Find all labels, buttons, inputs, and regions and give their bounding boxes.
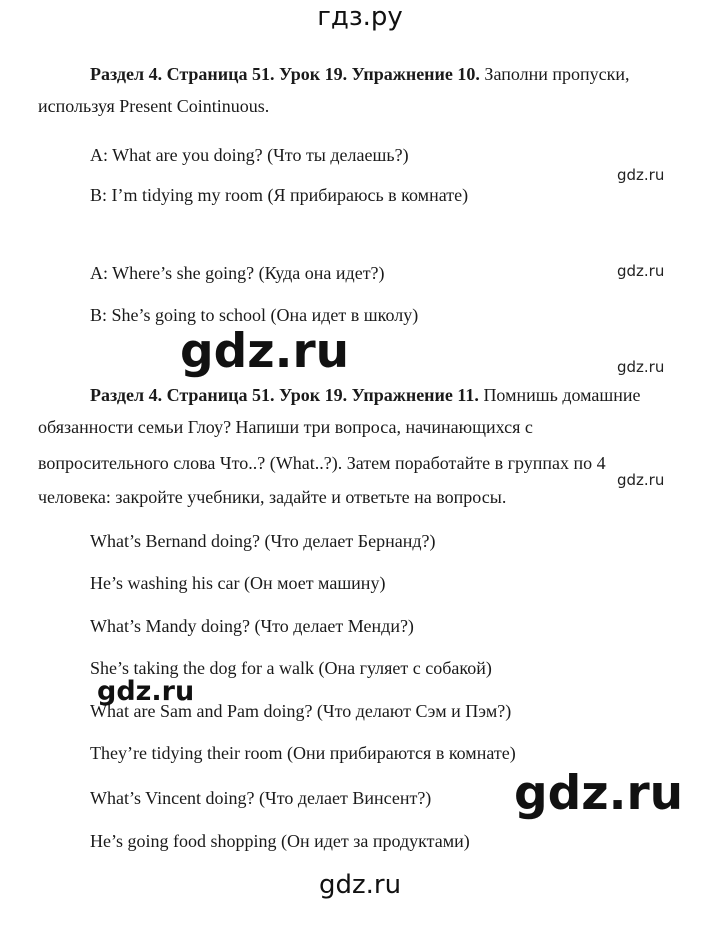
site-header: гдз.ру	[317, 2, 403, 32]
exercise-10-instruction: Заполни пропуски,	[479, 64, 630, 84]
exercise-11-instruction: Помнишь домашние	[478, 385, 641, 405]
exercise-11-line: She’s taking the dog for a walk (Она гуляет с собакой)	[90, 658, 492, 678]
watermark: gdz.ru	[617, 358, 665, 376]
exercise-11-title-line	[90, 383, 641, 407]
exercise-10-title-line	[90, 62, 629, 86]
watermark-medium: gdz.ru	[97, 676, 195, 707]
watermark-large: gdz.ru	[514, 766, 684, 821]
exercise-11-line: He’s washing his car (Он моет машину)	[90, 573, 386, 593]
exercise-11-line: He’s going food shopping (Он идет за продуктами)	[90, 831, 470, 851]
exercise-10-instruction-cont: используя Present Cointinuous.	[38, 96, 270, 116]
exercise-11-heading: Раздел 4. Страница 51. Урок 19. Упражнение 11.	[90, 385, 479, 405]
exercise-11-line: What are Sam and Pam doing? (Что делают Сэм и Пэм?)	[90, 701, 512, 721]
exercise-11-line: What’s Vincent doing? (Что делает Винсент?)	[90, 788, 432, 808]
exercise-11-line: What’s Mandy doing? (Что делает Менди?)	[90, 616, 414, 636]
exercise-11-instruction-cont: вопросительного слова Что..? (What..?). Затем поработайте в группах по 4	[38, 453, 606, 473]
exercise-11-instruction-cont: человека: закройте учебники, задайте и ответьте на вопросы.	[38, 487, 507, 507]
exercise-11-instruction-cont: обязанности семьи Глоу? Напиши три вопроса, начинающихся с	[38, 417, 533, 437]
watermark: gdz.ru	[617, 471, 665, 489]
exercise-10-line: B: She’s going to school (Она идет в школу)	[90, 305, 419, 325]
watermark: gdz.ru	[617, 262, 665, 280]
exercise-10-line: B: I’m tidying my room (Я прибираюсь в комнате)	[90, 185, 469, 205]
exercise-11-line: What’s Bernand doing? (Что делает Бернанд?)	[90, 531, 436, 551]
watermark-large: gdz.ru	[180, 324, 350, 379]
site-footer: gdz.ru	[318, 870, 402, 900]
exercise-10-heading: Раздел 4. Страница 51. Урок 19. Упражнение 10.	[90, 64, 480, 84]
exercise-10-line: A: Where’s she going? (Куда она идет?)	[90, 263, 385, 283]
exercise-10-line: A: What are you doing? (Что ты делаешь?)	[90, 145, 409, 165]
watermark: gdz.ru	[617, 166, 665, 184]
exercise-11-line: They’re tidying their room (Они прибираются в комнате)	[90, 743, 516, 763]
